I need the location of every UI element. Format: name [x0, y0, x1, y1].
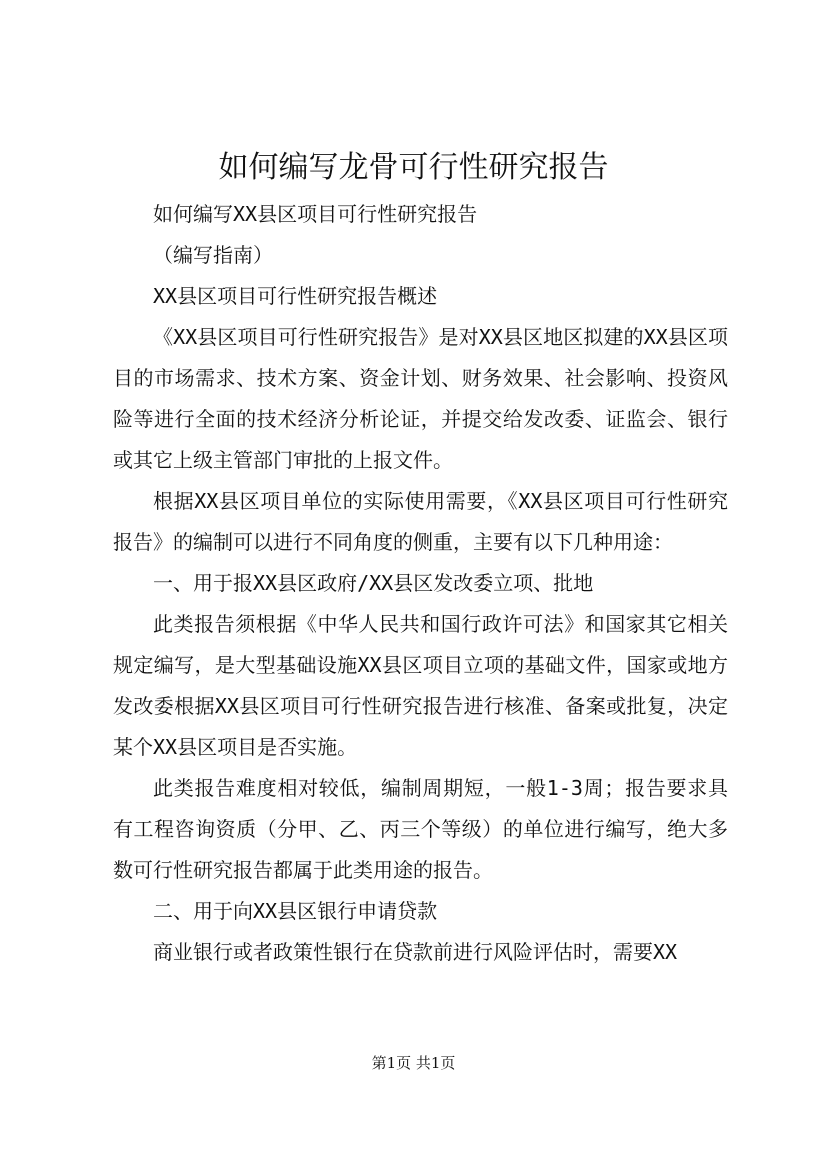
- page-number-footer: 第1页 共1页: [371, 1054, 456, 1072]
- paragraph-overview-heading: XX县区项目可行性研究报告概述: [153, 284, 438, 308]
- paragraph-use-2-heading: 二、用于向XX县区银行申请贷款: [153, 899, 438, 923]
- paragraph-use-1-detail: 此类报告难度相对较低，编制周期短，一般1-3周；报告要求具有工程咨询资质（分甲、乙、丙三个等级）的单位进行编写，绝大多数可行性研究报告都属于此类用途的报告。: [113, 776, 728, 882]
- paragraph-use-1-body: 此类报告须根据《中华人民共和国行政许可法》和国家其它相关规定编写，是大型基础设施XX县区项目立项的基础文件，国家或地方发改委根据XX县区项目可行性研究报告进行核准、备案或批复，决定某个XX县区项目是否实施。: [113, 612, 728, 759]
- paragraph-guide-note: （编写指南）: [153, 243, 273, 267]
- paragraph-use-2-body: 商业银行或者政策性银行在贷款前进行风险评估时，需要XX: [153, 940, 678, 964]
- document-title: 如何编写龙骨可行性研究报告: [218, 150, 609, 185]
- document-body: [113, 194, 728, 973]
- paragraph-uses-intro: 根据XX县区项目单位的实际使用需要，《XX县区项目可行性研究报告》的编制可以进行不同角度的侧重，主要有以下几种用途：: [113, 489, 728, 554]
- paragraph-subtitle: 如何编写XX县区项目可行性研究报告: [153, 202, 478, 226]
- paragraph-overview: 《XX县区项目可行性研究报告》是对XX县区地区拟建的XX县区项目的市场需求、技术方案、资金计划、财务效果、社会影响、投资风险等进行全面的技术经济分析论证，并提交给发改委、证监会、银行或其它上级主管部门审批的上报文件。: [113, 325, 728, 472]
- paragraph-use-1-heading: 一、用于报XX县区政府/XX县区发改委立项、批地: [153, 571, 594, 595]
